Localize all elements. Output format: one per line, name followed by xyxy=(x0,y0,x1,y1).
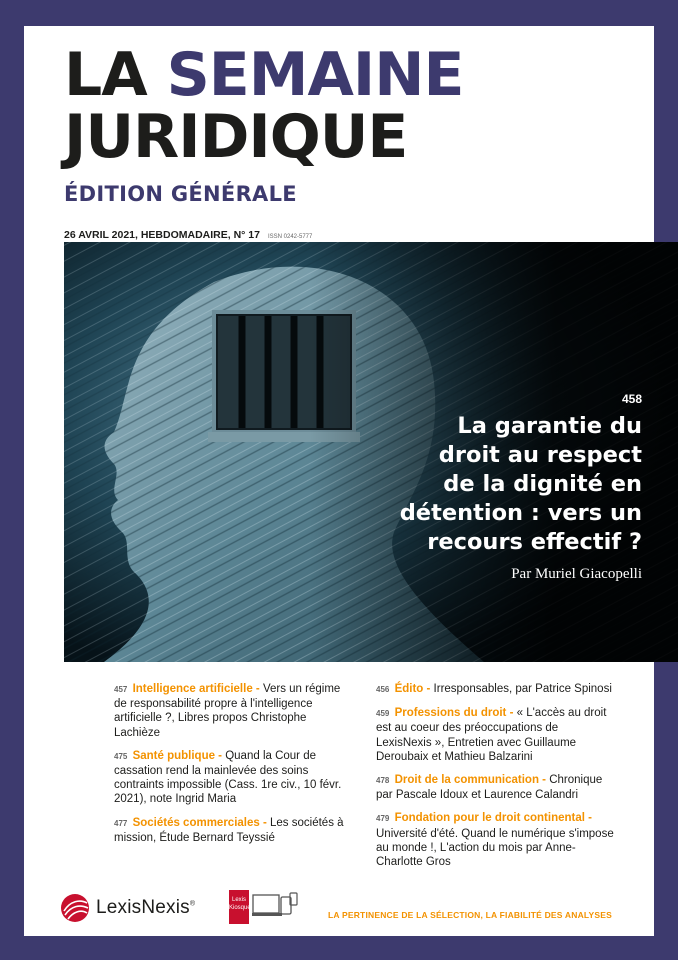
cover-story-page: 458 xyxy=(621,392,642,406)
edition-label: ÉDITION GÉNÉRALE xyxy=(64,182,297,206)
contents-entry: 479 Fondation pour le droit continental - Université d'été. Quand le numérique s'impose au monde !, L'action du mois par Anne-Charlotte Gros xyxy=(376,812,614,869)
issn: ISSN 0242-5777 xyxy=(267,234,313,240)
contents-entry: 475 Santé publique - Quand la Cour de cassation rend la mainlevée des soins contraints impossible (Cass. 1re civ., 10 févr. 2021), note Ingrid Maria xyxy=(114,749,342,806)
masthead-line-2: JURIDIQUE xyxy=(64,102,408,172)
cover-story-title: La garantie du droit au respect de la dignité en détention : vers un recours effectif ? xyxy=(399,413,642,555)
issue-dateline xyxy=(64,229,312,241)
cover-illustration xyxy=(64,242,678,662)
tagline: LA PERTINENCE DE LA SÉLECTION, LA FIABILITÉ DES ANALYSES xyxy=(328,910,613,920)
masthead-la: LA xyxy=(64,40,167,110)
contents-left xyxy=(114,682,346,854)
lexisnexis-globe-icon xyxy=(60,893,90,923)
contents-entry: 457 Intelligence artificielle - Vers un régime de responsabilité propre à l'intelligence artificielle ?, Libres propos Christophe Lachièze xyxy=(114,683,341,739)
cover-footer xyxy=(0,888,678,936)
contents-entry: 459 Professions du droit - « L'accès au droit est au coeur des préoccupations de LexisNexis », Entretien avec Guillaume Deroubaix et Mathieu Balzarini xyxy=(376,707,607,763)
contents-entry: 456 Édito - Irresponsables, par Patrice Spinosi xyxy=(376,683,612,695)
masthead-semaine: SEMAINE xyxy=(166,40,464,110)
cover-story-author: Par Muriel Giacopelli xyxy=(511,566,642,582)
contents-right xyxy=(376,682,616,878)
publisher-name: LexisNexis xyxy=(96,897,190,918)
devices-icon xyxy=(252,892,298,924)
masthead-line-1 xyxy=(64,40,464,110)
issue-date: 26 AVRIL 2021, HEBDOMADAIRE, N° 17 xyxy=(64,229,260,241)
lexis-kiosque-badge: Lexis Kiosque xyxy=(229,890,249,924)
contents-entry: 477 Sociétés commerciales - Les sociétés à mission, Étude Bernard Teyssié xyxy=(114,816,344,844)
masthead xyxy=(64,40,464,206)
lexisnexis-logo: LexisNexis® xyxy=(60,893,195,923)
contents-entry: 478 Droit de la communication - Chronique par Pascale Idoux et Laurence Calandri xyxy=(376,774,603,802)
cover-story xyxy=(400,392,642,583)
